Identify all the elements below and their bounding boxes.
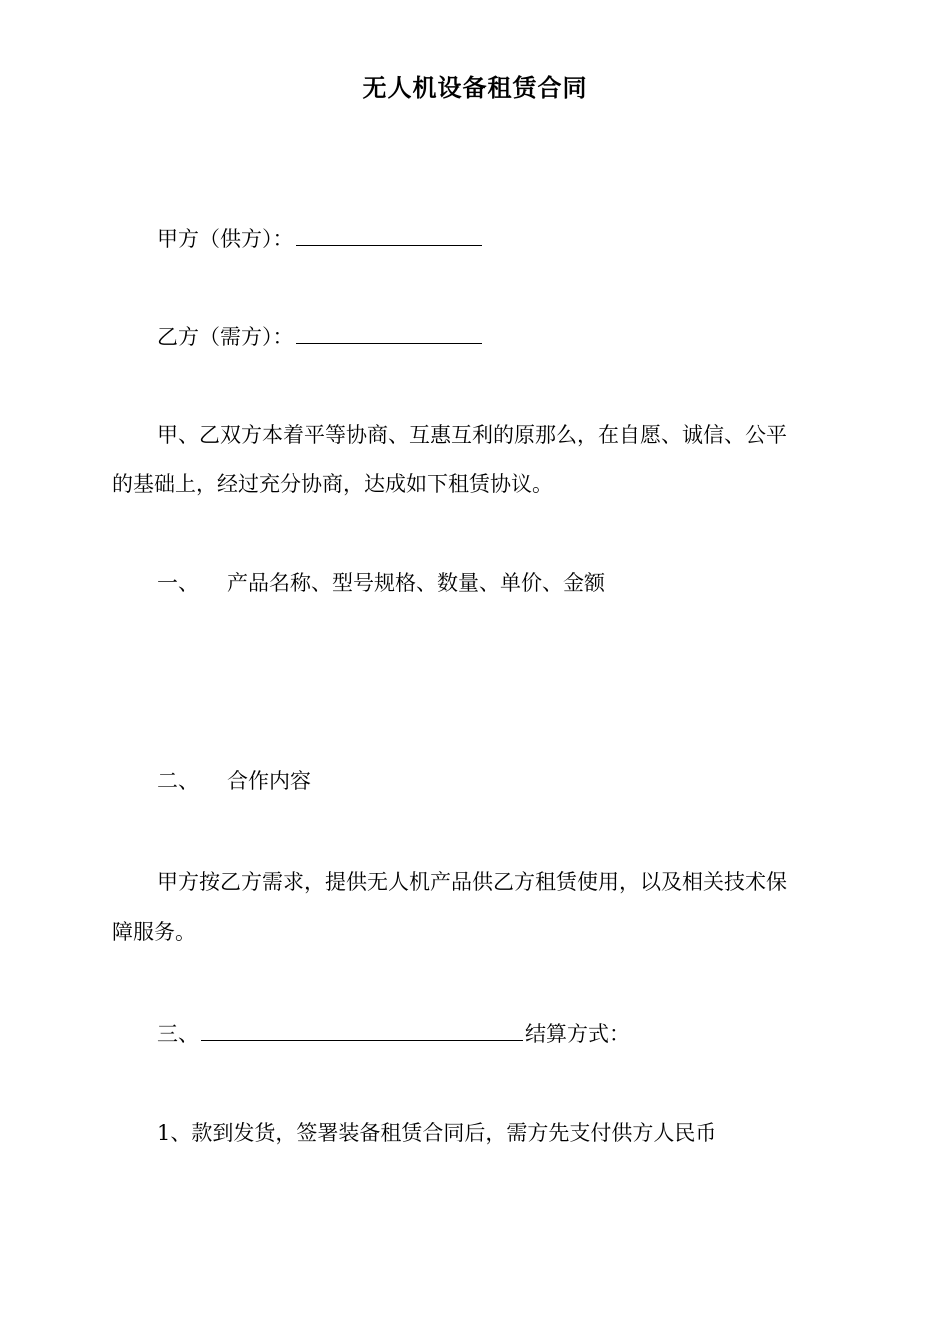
section-2-title: 合作内容	[227, 769, 311, 793]
section-3-heading	[157, 1018, 630, 1048]
section-2-heading	[157, 767, 311, 795]
intro-paragraph-line-1: 甲、乙双方本着平等协商、互惠互利的原那么，在自愿、诚信、公平	[157, 423, 787, 447]
party-a-blank	[296, 223, 482, 246]
section-1-heading	[157, 569, 605, 597]
section-1-number: 一、	[157, 571, 199, 595]
party-b-blank	[296, 321, 482, 344]
document-title: 无人机设备租赁合同	[362, 73, 588, 102]
section-2-body-line-2: 障服务。	[112, 920, 196, 944]
section-1-title: 产品名称、型号规格、数量、单价、金额	[227, 571, 605, 595]
party-b-label: 乙方（需方）：	[157, 325, 294, 349]
section-3-blank	[201, 1018, 523, 1041]
section-3-title: 结算方式：	[525, 1022, 630, 1046]
party-b-line	[157, 321, 482, 351]
party-a-label: 甲方（供方）：	[157, 227, 294, 251]
clause-1-line: 1、款到发货，签署装备租赁合同后，需方先支付供方人民币	[157, 1121, 717, 1145]
party-a-line	[157, 223, 482, 253]
intro-paragraph-line-2: 的基础上，经过充分协商，达成如下租赁协议。	[112, 472, 553, 496]
section-3-number: 三、	[157, 1022, 199, 1046]
section-2-number: 二、	[157, 769, 199, 793]
section-2-body-line-1: 甲方按乙方需求，提供无人机产品供乙方租赁使用，以及相关技术保	[157, 870, 787, 894]
